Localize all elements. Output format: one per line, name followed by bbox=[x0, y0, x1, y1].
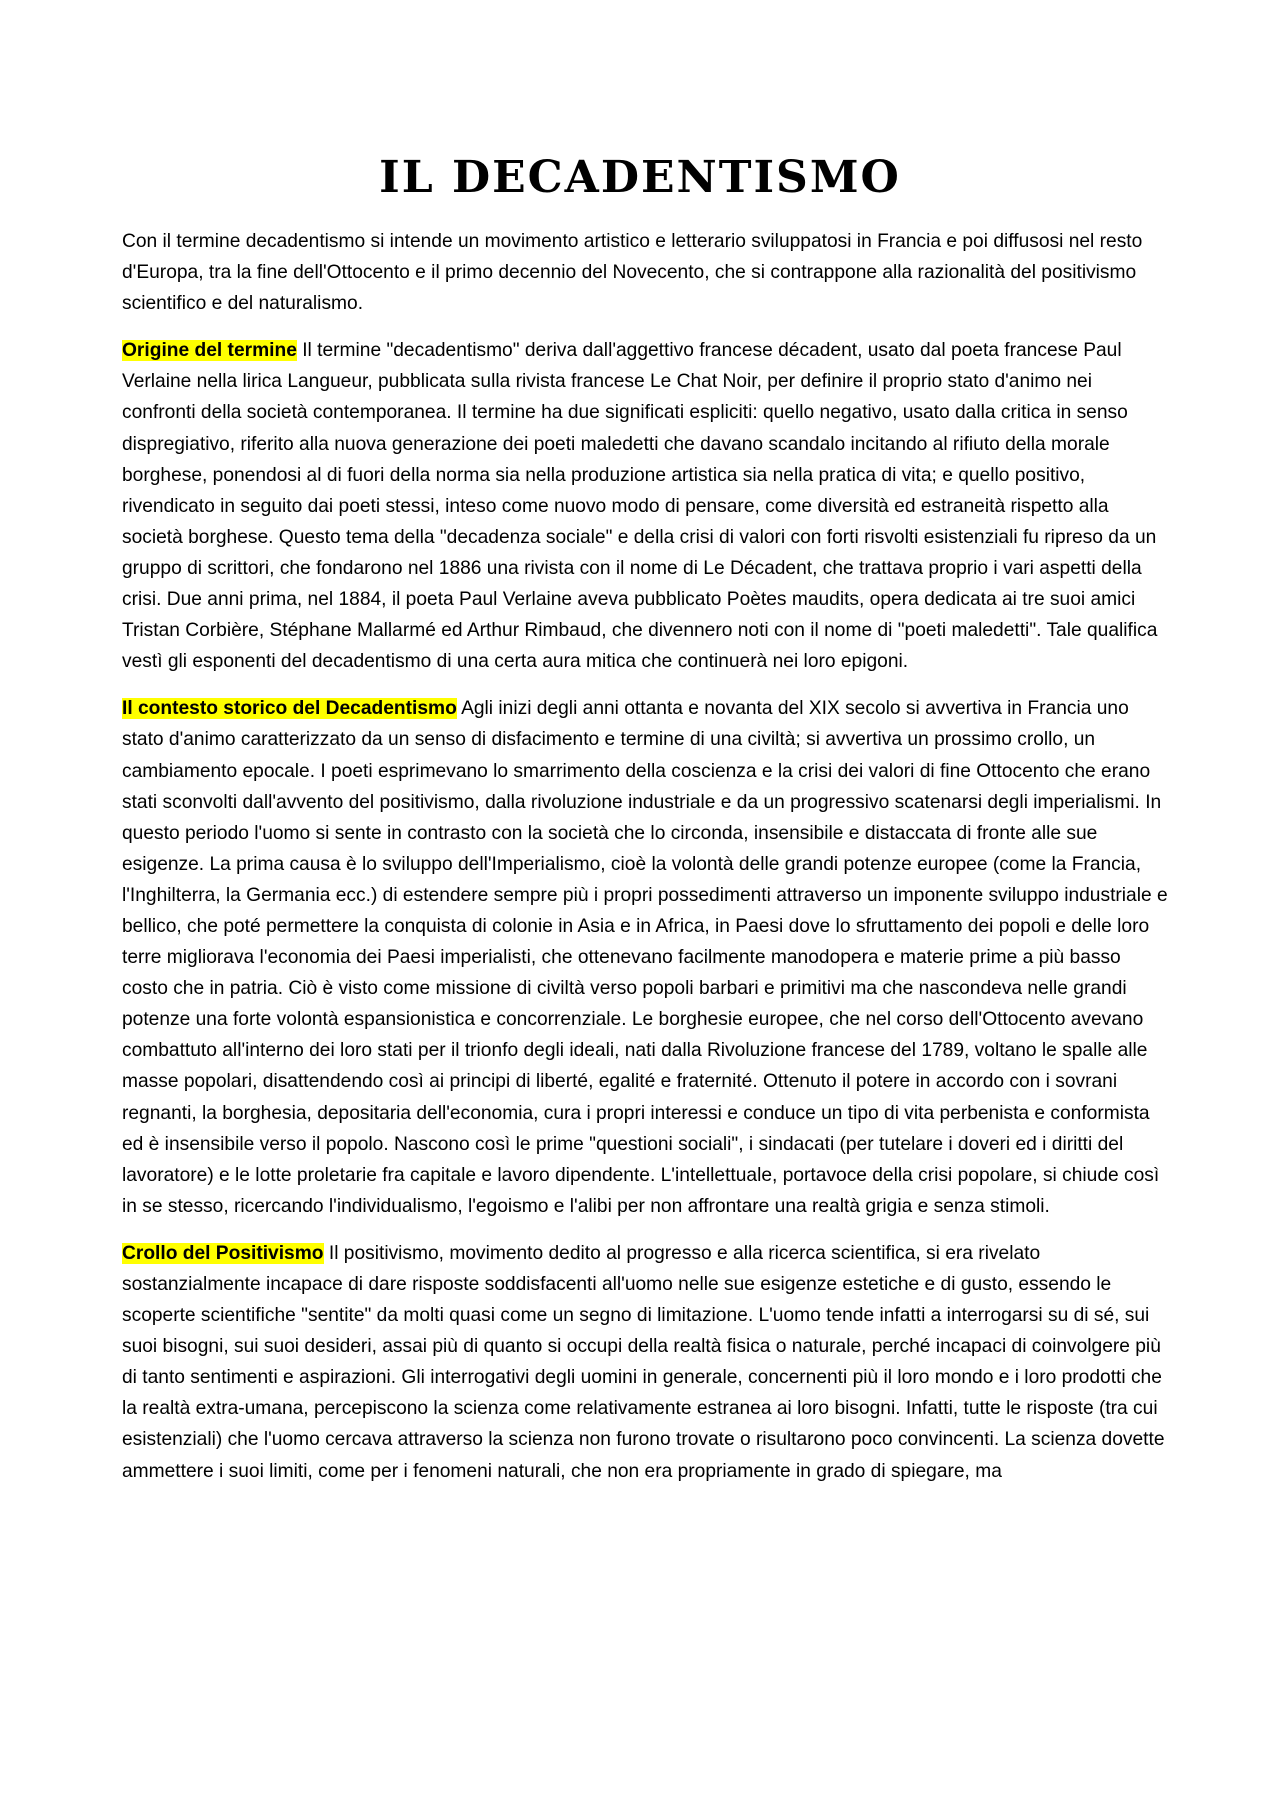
section-contesto-storico bbox=[122, 693, 1170, 1222]
section-heading-origine: Origine del termine bbox=[122, 340, 297, 362]
intro-paragraph: Con il termine decadentismo si intende un movimento artistico e letterario sviluppatosi in Francia e poi diffusosi nel resto d'Europa, tra la fine dell'Ottocento e il primo decennio del Novecento, che si contrappone alla razionalità del positivismo scientifico e del naturalismo. bbox=[122, 231, 1143, 315]
section-body-contesto-storico: Agli inizi degli anni ottanta e novanta del XIX secolo si avvertiva in Francia uno stato d'animo caratterizzato da un senso di disfacimento e termine di una civiltà; si avvertiva un prossimo crollo, un cambiamento epocale. I poeti esprimevano lo smarrimento della coscienza e la crisi dei valori di fine Ottocento che erano stati sconvolti dall'avvento del positivismo, dalla rivoluzione industriale e da un progressivo scatenarsi degli imperialismi. In questo periodo l'uomo si sente in contrasto con la società che lo circonda, insensibile e distaccata di fronte alle sue esigenze. La prima causa è lo sviluppo dell'Imperialismo, cioè la volontà delle grandi potenze europee (come la Francia, l'Inghilterra, la Germania ecc.) di estendere sempre più i propri possedimenti attraverso un imponente sviluppo industriale e bellico, che poté permettere la conquista di colonie in Asia e in Africa, in Paesi dove lo sfruttamento dei popoli e delle loro terre migliorava l'economia dei Paesi imperialisti, che ottenevano facilmente manodopera e materie prime a più basso costo che in patria. Ciò è visto come missione di civiltà verso popoli barbari e primitivi ma che nascondeva nelle grandi potenze una forte volontà espansionistica e concorrenziale. Le borghesie europee, che nel corso dell'Ottocento avevano combattuto all'interno dei loro stati per il trionfo degli ideali, nati dalla Rivoluzione francese del 1789, voltano le spalle alle masse popolari, disattendendo così ai principi di liberté, egalité e fraternité. Ottenuto il potere in accordo con i sovrani regnanti, la borghesia, depositaria dell'economia, cura i propri interessi e conduce un tipo di vita perbenista e conformista ed è insensibile verso il popolo. Nascono così le prime "questioni sociali", i sindacati (per tutelare i doveri ed i diritti del lavoratore) e le lotte proletarie fra capitale e lavoro dipendente. L'intellettuale, portavoce della crisi popolare, si chiude così in se stesso, ricercando l'individualismo, l'egoismo e l'alibi per non affrontare una realtà grigia e senza stimoli. bbox=[122, 698, 1168, 1217]
section-body-crollo-positivismo: Il positivismo, movimento dedito al progresso e alla ricerca scientifica, si era rivelato sostanzialmente incapace di dare risposte soddisfacenti all'uomo nelle sue esigenze estetiche e di gusto, essendo le scoperte scientifiche "sentite" da molti quasi come un segno di limitazione. L'uomo tende infatti a interrogarsi su di sé, sui suoi bisogni, sui suoi desideri, assai più di quanto si occupi della realtà fisica o naturale, perché incapaci di coinvolgere più di tanto sentimenti e aspirazioni. Gli interrogativi degli uomini in generale, concernenti più il loro mondo e i loro prodotti che la realtà extra-umana, percepiscono la scienza come relativamente estranea ai loro bisogni. Infatti, tutte le risposte (tra cui esistenziali) che l'uomo cercava attraverso la scienza non furono trovate o risultarono poco convincenti. La scienza dovette ammettere i suoi limiti, come per i fenomeni naturali, che non era propriamente in grado di spiegare, ma bbox=[122, 1242, 1165, 1482]
section-heading-crollo-positivismo: Crollo del Positivismo bbox=[122, 1242, 324, 1264]
page-title: IL DECADENTISMO bbox=[379, 152, 901, 203]
section-body-origine: Il termine "decadentismo" deriva dall'aggettivo francese décadent, usato dal poeta francese Paul Verlaine nella lirica Langueur, pubblicata sulla rivista francese Le Chat Noir, per definire il proprio stato d'animo nei confronti della società contemporanea. Il termine ha due significati espliciti: quello negativo, usato dalla critica in senso dispregiativo, riferito alla nuova generazione dei poeti maledetti che davano scandalo incitando al rifiuto della morale borghese, ponendosi al di fuori della norma sia nella produzione artistica sia nella pratica di vita; e quello positivo, rivendicato in seguito dai poeti stessi, inteso come nuovo modo di pensare, come diversità ed estraneità rispetto alla società borghese. Questo tema della "decadenza sociale" e della crisi di valori con forti risvolti esistenziali fu ripreso da un gruppo di scrittori, che fondarono nel 1886 una rivista con il nome di Le Décadent, che trattava proprio i vari aspetti della crisi. Due anni prima, nel 1884, il poeta Paul Verlaine aveva pubblicato Poètes maudits, opera dedicata ai tre suoi amici Tristan Corbière, Stéphane Mallarmé ed Arthur Rimbaud, che divennero noti con il nome di "poeti maledetti". Tale qualifica vestì gli esponenti del decadentismo di una certa aura mitica che continuerà nei loro epigoni. bbox=[122, 340, 1158, 673]
section-crollo-positivismo bbox=[122, 1238, 1170, 1487]
section-heading-contesto-storico: Il contesto storico del Decadentismo bbox=[122, 698, 457, 720]
section-origine bbox=[122, 335, 1170, 677]
document-body bbox=[122, 226, 1170, 1503]
